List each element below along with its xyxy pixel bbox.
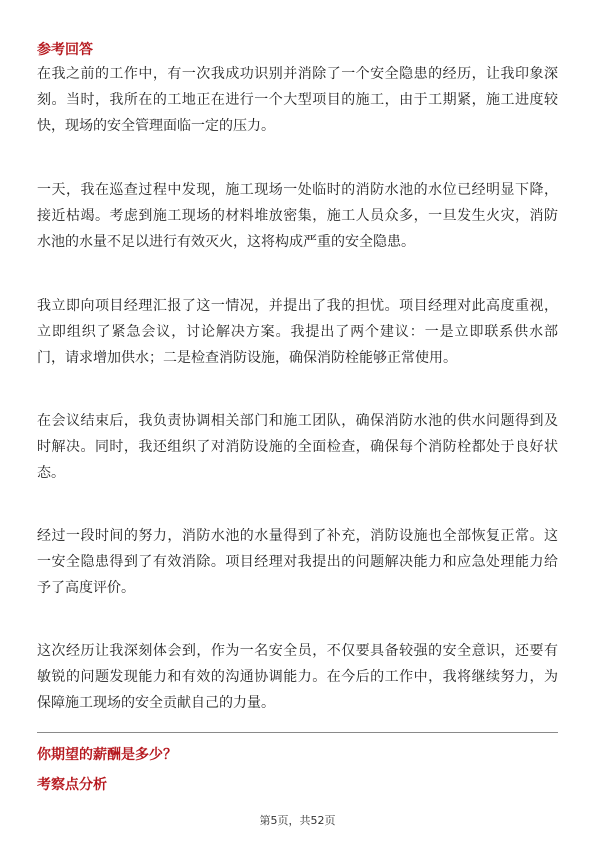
paragraph-line: 经过一段时间的努力，消防水池的水量得到了补充，消防设施也全部恢复正常。这 xyxy=(37,528,558,544)
paragraph-2 xyxy=(37,177,558,255)
paragraph-6 xyxy=(37,638,558,716)
paragraph-line: 我立即向项目经理汇报了这一情况，并提出了我的担忧。项目经理对此高度重视， xyxy=(37,298,558,314)
paragraph-line: 这次经历让我深刻体会到，作为一名安全员，不仅要具备较强的安全意识，还要有 xyxy=(37,643,558,659)
paragraph-line: 时解决。同时，我还组织了对消防设施的全面检查，确保每个消防栓都处于良好状 xyxy=(37,439,558,455)
paragraph-line: 在我之前的工作中，有一次我成功识别并消除了一个安全隐患的经历，让我印象深 xyxy=(37,66,558,82)
paragraph-line: 予了高度评价。 xyxy=(37,580,135,596)
paragraph-line: 保障施工现场的安全贡献自己的力量。 xyxy=(37,695,275,711)
paragraph-line: 水池的水量不足以进行有效灭火，这将构成严重的安全隐患。 xyxy=(37,234,415,250)
paragraph-5 xyxy=(37,523,558,601)
paragraph-line: 立即组织了紧急会议，讨论解决方案。我提出了两个建议：一是立即联系供水部 xyxy=(37,324,558,340)
paragraph-line: 敏锐的问题发现能力和有效的沟通协调能力。在今后的工作中，我将继续努力，为 xyxy=(37,669,558,685)
paragraph-line: 刻。当时，我所在的工地正在进行一个大型项目的施工，由于工期紧，施工进度较 xyxy=(37,92,558,108)
page-number: 第5页，共52页 xyxy=(259,814,336,827)
paragraph-3 xyxy=(37,293,558,371)
paragraph-1 xyxy=(37,61,558,139)
paragraph-4 xyxy=(37,408,558,486)
paragraph-line: 快，现场的安全管理面临一定的压力。 xyxy=(37,118,275,134)
question-heading: 你期望的薪酬是多少？ xyxy=(37,747,177,763)
answer-heading: 参考回答 xyxy=(37,42,93,58)
analysis-heading: 考察点分析 xyxy=(37,777,107,793)
paragraph-line: 接近枯竭。考虑到施工现场的材料堆放密集，施工人员众多，一旦发生火灾，消防 xyxy=(37,208,558,224)
section-divider xyxy=(37,732,558,733)
paragraph-line: 一天，我在巡查过程中发现，施工现场一处临时的消防水池的水位已经明显下降， xyxy=(37,182,558,198)
paragraph-line: 态。 xyxy=(37,465,65,481)
paragraph-line: 在会议结束后，我负责协调相关部门和施工团队，确保消防水池的供水问题得到及 xyxy=(37,413,558,429)
paragraph-line: 一安全隐患得到了有效消除。项目经理对我提出的问题解决能力和应急处理能力给 xyxy=(37,554,558,570)
paragraph-line: 门，请求增加供水；二是检查消防设施，确保消防栓能够正常使用。 xyxy=(37,350,457,366)
